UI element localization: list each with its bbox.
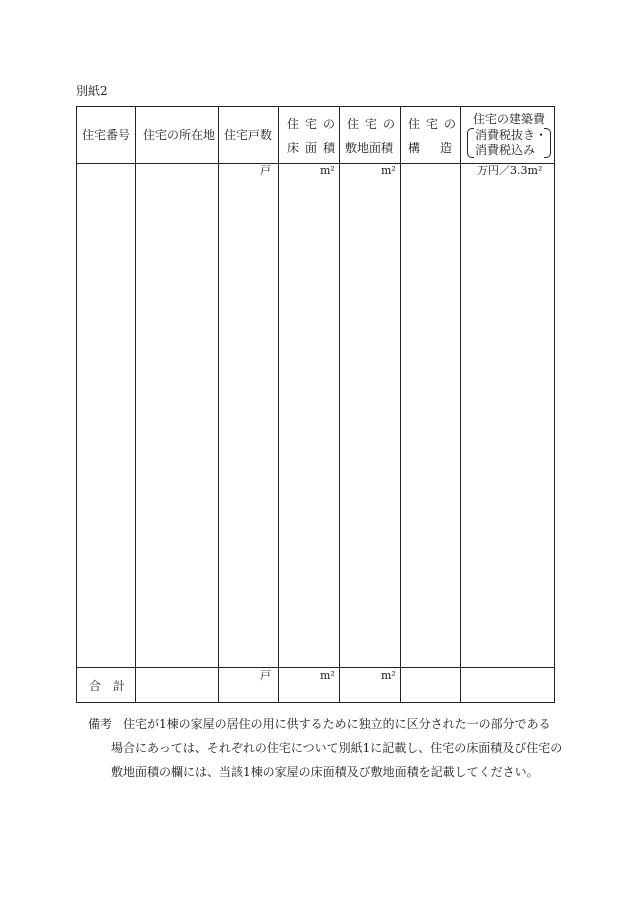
header-floor-area-line1: 住宅の [287,117,342,131]
header-unit-count: 住宅戸数 [224,128,273,142]
header-construction-cost-line3: 消費税込み [475,143,536,157]
header-construction-cost [460,107,556,163]
header-location: 住宅の所在地 [143,128,216,142]
header-floor-area-line2: 床面積 [287,141,342,155]
floor-area-unit: m² [320,164,335,177]
registration-table [76,106,555,703]
header-construction-cost-line1: 住宅の建築費 [473,112,546,126]
unit-count-unit: 戸 [260,164,271,177]
total-site-area-unit: m² [381,669,396,682]
remarks-label: 備考 [88,717,113,731]
total-unit-count-unit: 戸 [260,669,271,682]
header-structure-line2: 構 造 [408,141,457,155]
left-bracket-icon [467,128,474,158]
total-floor-area-unit: m² [320,669,335,682]
header-house-number: 住宅番号 [82,128,131,142]
column-divider [400,107,401,702]
header-site-area-line1: 住宅の [347,117,402,131]
construction-cost-unit: 万円／3.3m² [477,164,543,177]
remarks-line-2: 場合にあっては、それぞれの住宅について別紙1に記載し、住宅の床面積及び住宅の [111,741,563,755]
header-construction-cost-line2: 消費税抜き・ [475,128,548,142]
column-divider [460,107,461,702]
total-row-label: 合 計 [89,679,126,693]
header-site-area-line2: 敷地面積 [345,141,394,155]
header-structure-line1: 住宅の [408,117,463,131]
remarks-line-3: 敷地面積の欄には、当該1棟の家屋の床面積及び敷地面積を記載してください。 [111,765,539,779]
remarks-line-1: 住宅が1棟の家屋の居住の用に供するために独立的に区分された一の部分である [123,717,551,731]
total-row-divider [77,667,554,668]
column-divider [278,107,279,702]
column-divider [339,107,340,702]
column-divider [218,107,219,702]
tax-option-bracket [467,128,551,158]
document-label: 別紙2 [76,84,108,98]
site-area-unit: m² [381,164,396,177]
column-divider [135,107,136,702]
